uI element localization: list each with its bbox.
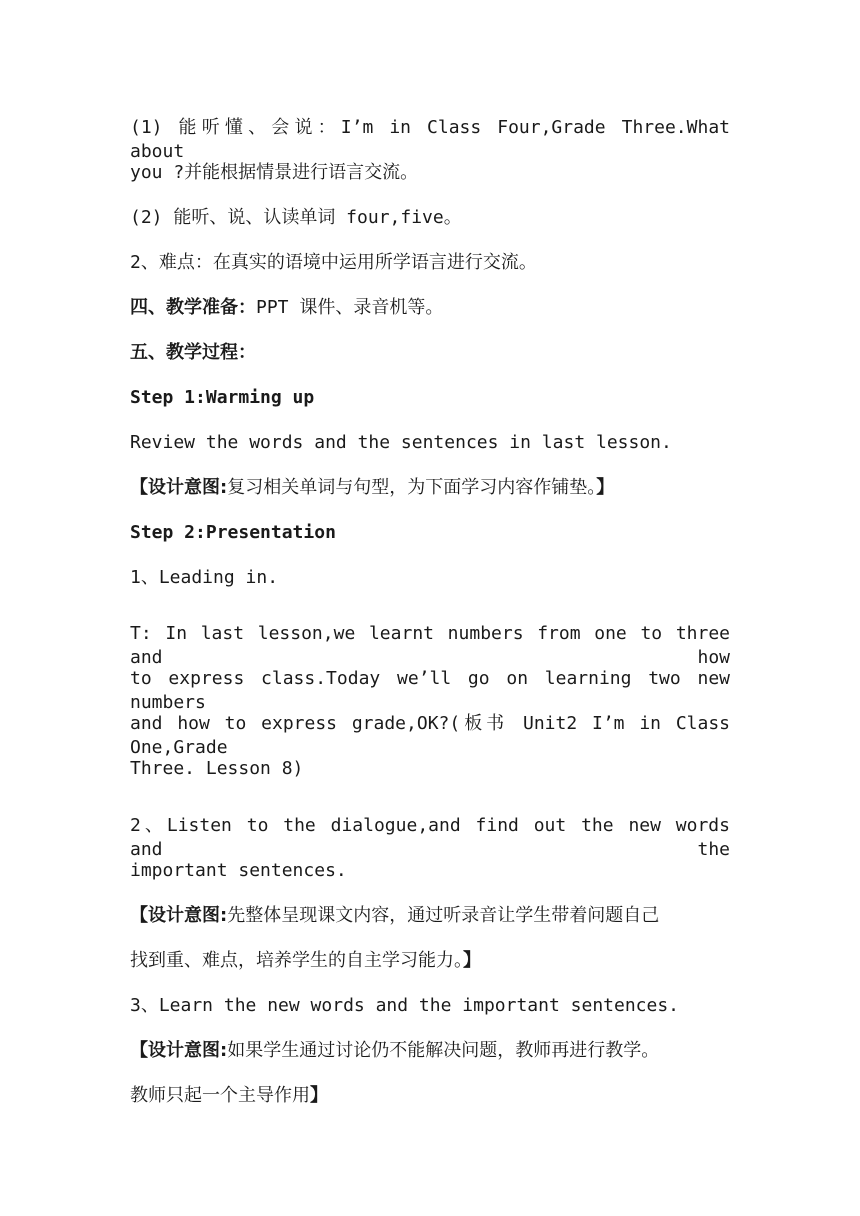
design-intent-3-line-1 bbox=[130, 1039, 659, 1063]
design-intent-label: 【设计意图: bbox=[130, 1040, 228, 1061]
design-intent-text: 教师只起一个主导作用 bbox=[130, 1085, 310, 1106]
design-intent-label: 【设计意图: bbox=[130, 477, 228, 498]
teacher-line-4: Three. Lesson 8) bbox=[130, 758, 304, 779]
objective-item-1-line-1: (1) 能听懂、会说：I’m in Class Four,Grade Three.What about bbox=[130, 117, 730, 162]
design-intent-label: 【设计意图: bbox=[130, 905, 228, 926]
preparation-paragraph bbox=[130, 296, 443, 320]
preparation-text: PPT 课件、录音机等。 bbox=[256, 297, 444, 318]
design-intent-text: 复习相关单词与句型，为下面学习内容作铺垫。 bbox=[227, 477, 597, 498]
listen-line-1: 2、Listen to the dialogue,and find out the new words and the bbox=[130, 815, 730, 860]
design-intent-text: 如果学生通过讨论仍不能解决问题，教师再进行教学。 bbox=[227, 1040, 660, 1061]
learn-line: 3、Learn the new words and the important sentences. bbox=[130, 995, 680, 1016]
design-intent-2-line-1 bbox=[130, 904, 659, 928]
objective-item-2: (2) 能听、说、认读单词 four,five。 bbox=[130, 207, 462, 228]
preparation-heading: 四、教学准备： bbox=[130, 297, 256, 318]
objective-item-1-line-2: you ?并能根据情景进行语言交流。 bbox=[130, 162, 419, 183]
step-1-heading: Step 1:Warming up bbox=[130, 387, 315, 408]
design-intent-close: 】 bbox=[596, 477, 615, 498]
teacher-line-1: T: In last lesson,we learnt numbers from one to three and how bbox=[130, 623, 730, 668]
design-intent-text: 先整体呈现课文内容，通过听录音让学生带着问题自己 bbox=[227, 905, 660, 926]
teacher-line-2: to express class.Today we’ll go on learning two new numbers bbox=[130, 668, 730, 713]
difficult-point: 2、难点：在真实的语境中运用所学语言进行交流。 bbox=[130, 252, 537, 273]
design-intent-close: 】 bbox=[310, 1085, 328, 1106]
listen-line-2: important sentences. bbox=[130, 860, 347, 881]
leading-in: 1、Leading in. bbox=[130, 567, 279, 588]
design-intent-2-line-2 bbox=[130, 949, 481, 973]
design-intent-3-line-2 bbox=[130, 1084, 328, 1108]
design-intent-1 bbox=[130, 476, 614, 500]
step-2-heading: Step 2:Presentation bbox=[130, 522, 336, 543]
design-intent-close: 】 bbox=[463, 950, 481, 971]
process-heading: 五、教学过程： bbox=[130, 342, 256, 363]
step-1-text: Review the words and the sentences in last lesson. bbox=[130, 432, 672, 453]
design-intent-text: 找到重、难点，培养学生的自主学习能力。 bbox=[130, 950, 463, 971]
teacher-line-3: and how to express grade,OK?(板书 Unit2 I’m in Class One,Grade bbox=[130, 713, 730, 758]
